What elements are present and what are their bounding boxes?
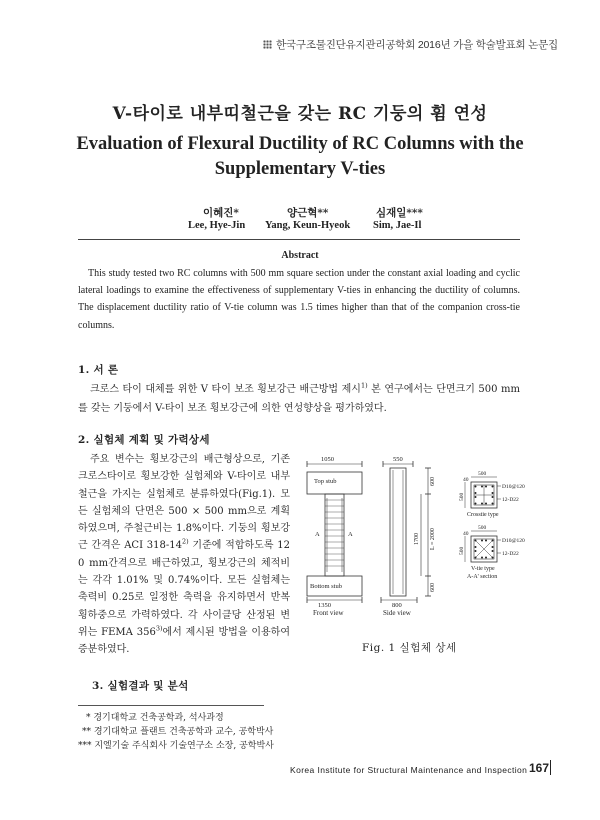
dim-1700: 1700 <box>414 533 420 545</box>
vtie-dim-40: 40 <box>463 531 469 537</box>
author-2-english: Yang, Keun-Hyeok <box>265 220 351 231</box>
section-2-heading: 2. 실험체 계획 및 가력상세 <box>78 434 210 446</box>
dot-grid-icon <box>263 40 272 49</box>
section-2-text-b: 기준에 적합하도록 120 mm간격으로 배근하였고, 횡보강근의 체적비는 각각 1.01% 및 0.74%이다. 모든 실험체는 축력비 0.25로 일정한 축력을 유지하면서 반복 횡하중으로 가력하였다. 각 사이클당 산정된 변위는 FEMA 356 <box>78 540 290 638</box>
dim-600-bottom: 600 <box>430 583 436 592</box>
author-1-english: Lee, Hye-Jin <box>188 220 246 231</box>
top-stub-label: Top stub <box>314 478 337 485</box>
section-1-text-a: 크로스 타이 대체를 위한 V 타이 보조 횡보강근 배근방법 제시 <box>90 384 361 395</box>
bottom-stub-label: Bottom stub <box>310 583 342 590</box>
crosstie-tie-rebar: D10@120 <box>502 484 525 490</box>
side-view-label: Side view <box>383 609 411 617</box>
vtie-tie-rebar: D10@120 <box>502 538 525 544</box>
section-mark-a: A <box>315 531 320 538</box>
side-width-label: 550 <box>393 456 403 463</box>
vtie-dim-500: 500 <box>478 525 487 531</box>
crosstie-type-label: Crosstie type <box>467 512 499 518</box>
section-1-heading: 1. 서 론 <box>78 364 119 376</box>
front-view-label: Front view <box>313 609 344 617</box>
section-3-heading: 3. 실험결과 및 분석 <box>92 680 189 692</box>
crosstie-dim-500: 500 <box>478 471 487 477</box>
side-base-label: 800 <box>392 602 402 609</box>
footnote-2: ** 경기대학교 플랜트 건축공학과 교수, 공학박사 <box>82 727 274 737</box>
crosstie-main-rebar: 12-D22 <box>502 497 519 503</box>
vtie-type-label: V-tie type <box>471 566 495 572</box>
section-1-text-b: 본 연구에서는 단면크기 500 mm를 갖는 기둥에서 V-타이 보조 횡보강근에 의한 연성향상을 평가하였다. <box>78 384 521 414</box>
author-1-korean: 이혜진* <box>203 207 239 219</box>
author-3-korean: 심재일*** <box>376 207 423 219</box>
title-korean: V-타이로 내부띠철근을 갖는 RC 기둥의 휨 연성 <box>112 104 488 124</box>
footer-bar <box>550 760 551 775</box>
author-2-korean: 양근혁** <box>287 207 329 219</box>
title-english <box>40 132 560 182</box>
author-3-english: Sim, Jae-Il <box>373 220 422 231</box>
footnote-1: * 경기대학교 건축공학과, 석사과정 <box>86 713 224 723</box>
reference-mark: 1) <box>360 381 368 390</box>
abstract-heading: Abstract <box>281 250 319 261</box>
footnotes <box>78 711 274 753</box>
front-width-label: 1050 <box>321 456 334 463</box>
vtie-section-label: A-A' section <box>467 574 498 580</box>
figure-1-drawing <box>295 450 557 640</box>
title-english-line-1: Evaluation of Flexural Ductility of RC Columns with the <box>76 134 524 154</box>
vtie-main-rebar: 12-D22 <box>502 551 519 557</box>
journal-name: 한국구조물진단유지관리공학회 2016년 가을 학술발표회 논문집 <box>275 39 558 51</box>
front-base-label: 1350 <box>318 602 331 609</box>
section-2-text <box>78 451 290 659</box>
side-view <box>381 461 431 603</box>
dim-length: L = 2000 <box>430 528 436 550</box>
dim-600-top: 600 <box>430 477 436 486</box>
crosstie-dim-40: 40 <box>463 477 469 483</box>
footnote-divider <box>78 705 264 706</box>
section-2-text-a: 주요 변수는 횡보강근의 배근형상으로, 기존 크로스타이로 횡보강한 실험체와 V-타이로 내부철근을 가지는 실험체로 분류하였다(Fig.1). 모든 실험체의 단면은 500 × 500 mm으로 계획하였으며, 주철근비는 1.8%이다. 기둥의 횡보강근 간격은 ACI 318-14 <box>78 454 290 552</box>
vtie-dim-500-vertical: 500 <box>459 546 465 555</box>
journal-header <box>263 37 558 52</box>
figure-1-caption: Fig. 1 실험체 상세 <box>362 642 457 654</box>
footnote-3: *** 지엘기술 주식회사 기술연구소 소장, 공학박사 <box>78 741 274 751</box>
divider <box>78 239 520 240</box>
page-number: 167 <box>529 761 550 775</box>
abstract-text: This study tested two RC columns with 500 mm square section under the constant axial loading and cyclic lateral loadings to examine the effectiveness of supplementary V-ties in enhancing the ductility of columns. The displacement ductility ratio of V-tie column was 1.5 times higher than that of the companion cross-tie columns. <box>78 268 520 331</box>
section-1-text <box>78 380 520 418</box>
crosstie-section <box>465 477 501 508</box>
crosstie-dim-500-vertical: 500 <box>459 492 465 501</box>
section-2-text-c: 에서 제시된 방법을 이용하여 증분하였다. <box>78 626 290 656</box>
title-english-line-2: Supplementary V-ties <box>214 159 386 179</box>
footer-organization: Korea Institute for Structural Maintenance and Inspection <box>290 765 528 775</box>
vtie-section <box>465 531 501 562</box>
reference-mark: 2) <box>181 538 189 547</box>
reference-mark: 3) <box>155 624 163 633</box>
section-mark-a-prime: A <box>348 531 353 538</box>
